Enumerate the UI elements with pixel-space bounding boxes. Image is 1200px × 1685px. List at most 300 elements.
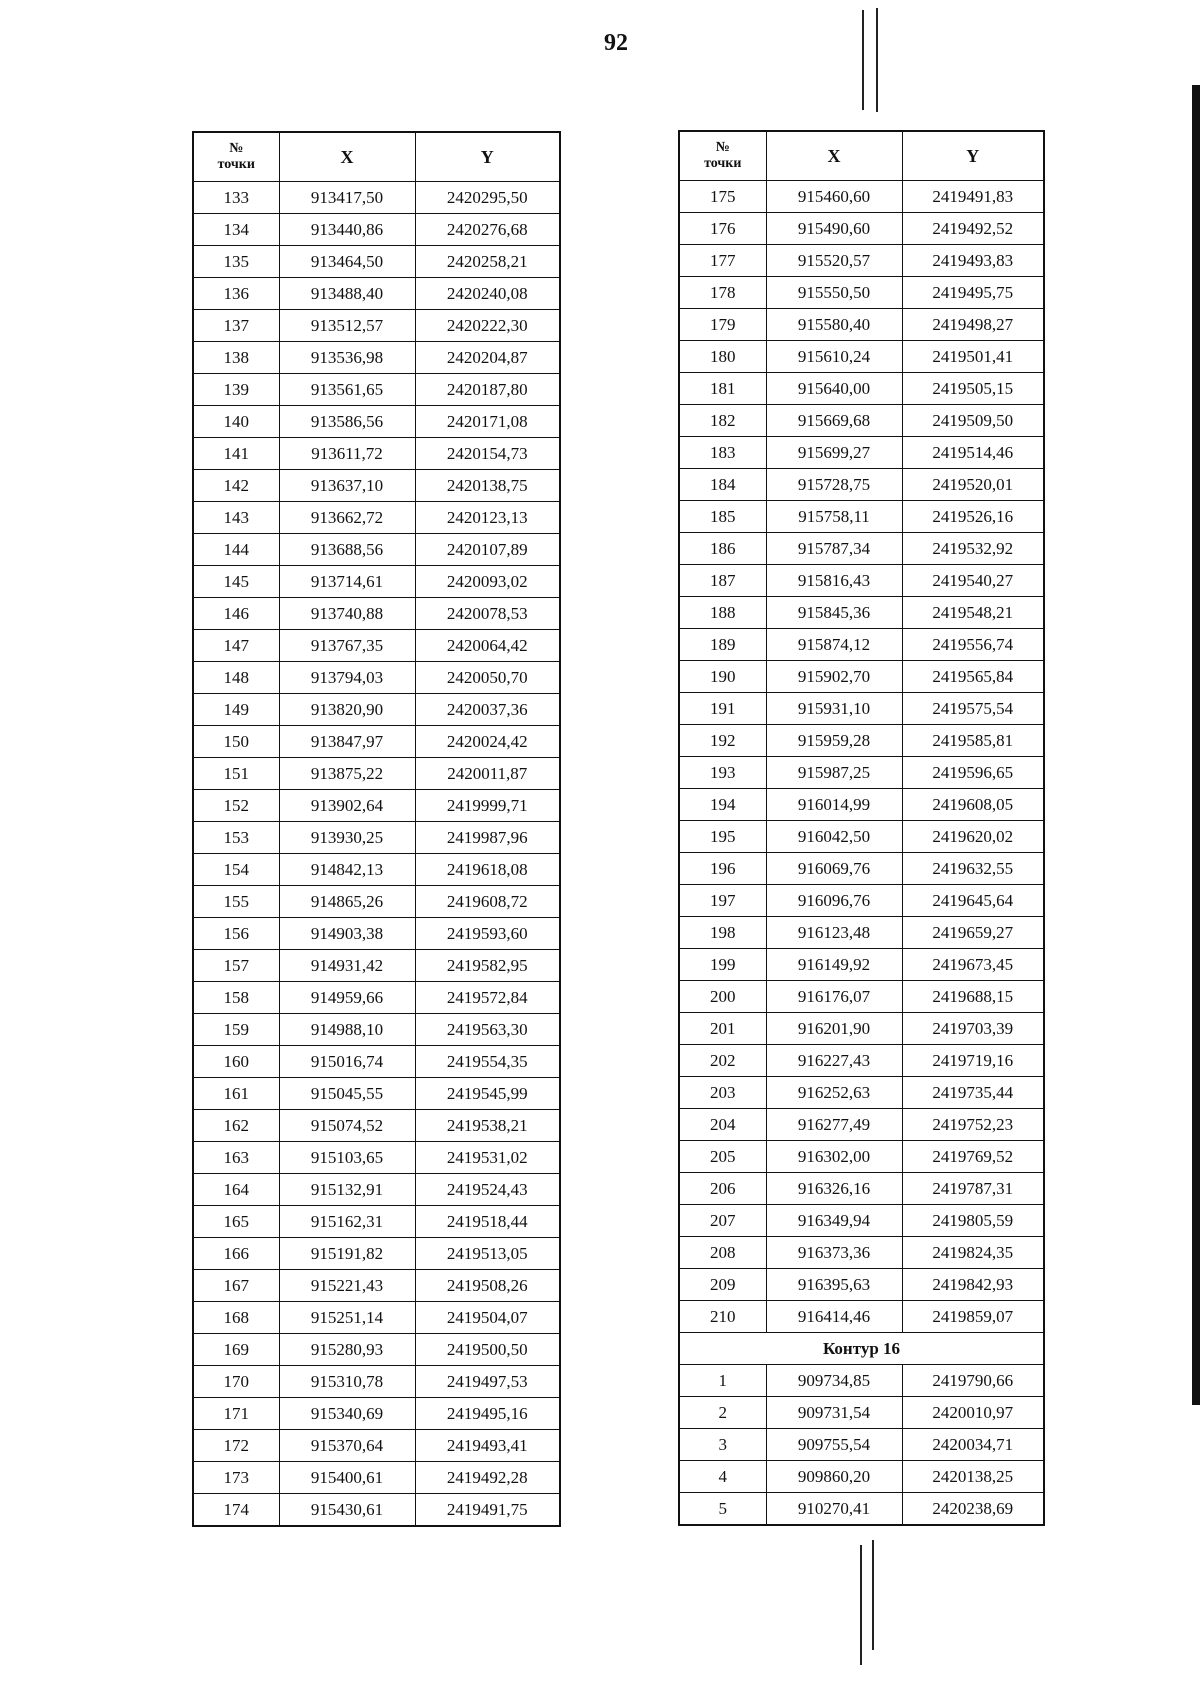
x-cell: 915669,68 <box>766 405 902 437</box>
y-cell: 2419565,84 <box>902 661 1044 693</box>
point-number-cell: 191 <box>679 693 766 725</box>
y-cell: 2419596,65 <box>902 757 1044 789</box>
x-cell: 916227,43 <box>766 1045 902 1077</box>
y-cell: 2420295,50 <box>415 182 560 214</box>
y-cell: 2419493,83 <box>902 245 1044 277</box>
table-row <box>679 949 1044 981</box>
table-row <box>679 1013 1044 1045</box>
point-number-cell: 162 <box>193 1110 279 1142</box>
point-number-cell: 175 <box>679 181 766 213</box>
point-number-cell: 139 <box>193 374 279 406</box>
x-cell: 915340,69 <box>279 1398 415 1430</box>
table-row <box>679 693 1044 725</box>
table-row <box>679 373 1044 405</box>
point-number-cell: 202 <box>679 1045 766 1077</box>
table-row <box>193 502 560 534</box>
point-label: точки <box>704 156 742 171</box>
y-cell: 2419608,05 <box>902 789 1044 821</box>
y-cell: 2420187,80 <box>415 374 560 406</box>
y-cell: 2419575,54 <box>902 693 1044 725</box>
point-number-cell: 200 <box>679 981 766 1013</box>
y-cell: 2419526,16 <box>902 501 1044 533</box>
x-cell: 915699,27 <box>766 437 902 469</box>
x-cell: 916302,00 <box>766 1141 902 1173</box>
point-number-cell: 157 <box>193 950 279 982</box>
point-number-cell: 4 <box>679 1461 766 1493</box>
point-number-cell: 192 <box>679 725 766 757</box>
table-row <box>679 725 1044 757</box>
y-cell: 2420010,97 <box>902 1397 1044 1429</box>
point-number-cell: 177 <box>679 245 766 277</box>
point-number-cell: 187 <box>679 565 766 597</box>
y-cell: 2420258,21 <box>415 246 560 278</box>
x-cell: 915103,65 <box>279 1142 415 1174</box>
y-cell: 2419500,50 <box>415 1334 560 1366</box>
table-row <box>679 245 1044 277</box>
point-number-cell: 150 <box>193 726 279 758</box>
y-cell: 2419585,81 <box>902 725 1044 757</box>
y-cell: 2419520,01 <box>902 469 1044 501</box>
x-cell: 915251,14 <box>279 1302 415 1334</box>
point-number-header <box>193 132 279 182</box>
y-cell: 2419545,99 <box>415 1078 560 1110</box>
x-cell: 915460,60 <box>766 181 902 213</box>
y-cell: 2419495,16 <box>415 1398 560 1430</box>
table-row <box>679 1429 1044 1461</box>
table-row <box>193 1270 560 1302</box>
point-number-cell: 142 <box>193 470 279 502</box>
x-cell: 915132,91 <box>279 1174 415 1206</box>
point-number-cell: 205 <box>679 1141 766 1173</box>
y-cell: 2419703,39 <box>902 1013 1044 1045</box>
table-row <box>193 1078 560 1110</box>
y-cell: 2419752,23 <box>902 1109 1044 1141</box>
number-sign: № <box>715 140 730 155</box>
table-row <box>193 1206 560 1238</box>
table-row <box>193 694 560 726</box>
x-cell: 915221,43 <box>279 1270 415 1302</box>
table-row <box>193 374 560 406</box>
point-number-cell: 137 <box>193 310 279 342</box>
x-cell: 914988,10 <box>279 1014 415 1046</box>
y-cell: 2419593,60 <box>415 918 560 950</box>
point-number-header <box>679 131 766 181</box>
table-row <box>193 470 560 502</box>
point-label: точки <box>217 157 255 172</box>
table-row <box>193 406 560 438</box>
x-cell: 916069,76 <box>766 853 902 885</box>
table-row <box>193 1046 560 1078</box>
x-cell: 913930,25 <box>279 822 415 854</box>
x-cell: 916395,63 <box>766 1269 902 1301</box>
x-cell: 909731,54 <box>766 1397 902 1429</box>
point-number-cell: 201 <box>679 1013 766 1045</box>
point-number-cell: 138 <box>193 342 279 374</box>
y-cell: 2420050,70 <box>415 662 560 694</box>
table-row <box>679 1269 1044 1301</box>
x-cell: 916149,92 <box>766 949 902 981</box>
point-number-cell: 140 <box>193 406 279 438</box>
point-number-cell: 190 <box>679 661 766 693</box>
y-cell: 2419491,75 <box>415 1494 560 1527</box>
y-cell: 2419509,50 <box>902 405 1044 437</box>
y-cell: 2420034,71 <box>902 1429 1044 1461</box>
table-row <box>679 565 1044 597</box>
y-cell: 2419645,64 <box>902 885 1044 917</box>
y-cell: 2419501,41 <box>902 341 1044 373</box>
x-cell: 909755,54 <box>766 1429 902 1461</box>
table-row <box>193 310 560 342</box>
table-row <box>679 181 1044 213</box>
y-cell: 2419548,21 <box>902 597 1044 629</box>
point-number-cell: 160 <box>193 1046 279 1078</box>
point-number-cell: 144 <box>193 534 279 566</box>
point-number-cell: 165 <box>193 1206 279 1238</box>
x-header: X <box>766 131 902 181</box>
x-cell: 913586,56 <box>279 406 415 438</box>
y-cell: 2419524,43 <box>415 1174 560 1206</box>
x-cell: 915074,52 <box>279 1110 415 1142</box>
x-cell: 915845,36 <box>766 597 902 629</box>
y-cell: 2419659,27 <box>902 917 1044 949</box>
y-cell: 2420171,08 <box>415 406 560 438</box>
point-number-cell: 185 <box>679 501 766 533</box>
table-row <box>679 469 1044 501</box>
y-cell: 2419632,55 <box>902 853 1044 885</box>
table-row <box>679 341 1044 373</box>
x-cell: 916349,94 <box>766 1205 902 1237</box>
x-header: X <box>279 132 415 182</box>
table-row <box>679 1077 1044 1109</box>
y-cell: 2420011,87 <box>415 758 560 790</box>
x-cell: 915787,34 <box>766 533 902 565</box>
y-cell: 2419790,66 <box>902 1365 1044 1397</box>
point-number-cell: 163 <box>193 1142 279 1174</box>
x-cell: 913464,50 <box>279 246 415 278</box>
x-cell: 915931,10 <box>766 693 902 725</box>
y-cell: 2420204,87 <box>415 342 560 374</box>
table-row <box>193 854 560 886</box>
x-cell: 916176,07 <box>766 981 902 1013</box>
x-cell: 913740,88 <box>279 598 415 630</box>
table-row <box>679 1237 1044 1269</box>
scan-mark-bottom <box>860 1545 862 1665</box>
table-row <box>679 437 1044 469</box>
scan-edge-bar <box>1192 85 1200 1405</box>
x-cell: 915758,11 <box>766 501 902 533</box>
table-row <box>193 566 560 598</box>
table-row <box>193 278 560 310</box>
x-cell: 916123,48 <box>766 917 902 949</box>
y-cell: 2419531,02 <box>415 1142 560 1174</box>
x-cell: 916042,50 <box>766 821 902 853</box>
x-cell: 913440,86 <box>279 214 415 246</box>
y-cell: 2419538,21 <box>415 1110 560 1142</box>
y-cell: 2420024,42 <box>415 726 560 758</box>
y-cell: 2419492,28 <box>415 1462 560 1494</box>
x-cell: 915430,61 <box>279 1494 415 1527</box>
table-row <box>193 1462 560 1494</box>
point-number-cell: 143 <box>193 502 279 534</box>
x-cell: 915816,43 <box>766 565 902 597</box>
x-cell: 913902,64 <box>279 790 415 822</box>
table-row <box>679 885 1044 917</box>
point-number-cell: 193 <box>679 757 766 789</box>
x-cell: 915370,64 <box>279 1430 415 1462</box>
x-cell: 916326,16 <box>766 1173 902 1205</box>
x-cell: 916414,46 <box>766 1301 902 1333</box>
table-row <box>193 534 560 566</box>
y-cell: 2420238,69 <box>902 1493 1044 1526</box>
y-cell: 2419572,84 <box>415 982 560 1014</box>
table-row <box>193 1110 560 1142</box>
table-row <box>679 1461 1044 1493</box>
x-cell: 915610,24 <box>766 341 902 373</box>
y-cell: 2419769,52 <box>902 1141 1044 1173</box>
y-cell: 2419504,07 <box>415 1302 560 1334</box>
table-row <box>193 214 560 246</box>
table-row <box>679 629 1044 661</box>
table-row <box>679 981 1044 1013</box>
y-cell: 2419518,44 <box>415 1206 560 1238</box>
table-row <box>679 1109 1044 1141</box>
x-cell: 915045,55 <box>279 1078 415 1110</box>
x-cell: 915280,93 <box>279 1334 415 1366</box>
y-cell: 2420276,68 <box>415 214 560 246</box>
y-cell: 2419999,71 <box>415 790 560 822</box>
point-number-cell: 181 <box>679 373 766 405</box>
point-number-cell: 204 <box>679 1109 766 1141</box>
point-number-cell: 169 <box>193 1334 279 1366</box>
table-row <box>679 1365 1044 1397</box>
y-cell: 2420138,75 <box>415 470 560 502</box>
x-cell: 913536,98 <box>279 342 415 374</box>
table-row <box>193 790 560 822</box>
point-number-cell: 136 <box>193 278 279 310</box>
point-number-cell: 198 <box>679 917 766 949</box>
x-cell: 913820,90 <box>279 694 415 726</box>
y-cell: 2419514,46 <box>902 437 1044 469</box>
table-row <box>193 886 560 918</box>
y-cell: 2419805,59 <box>902 1205 1044 1237</box>
table-row <box>679 405 1044 437</box>
table-row <box>679 533 1044 565</box>
point-number-cell: 196 <box>679 853 766 885</box>
table-row <box>679 1205 1044 1237</box>
point-number-cell: 173 <box>193 1462 279 1494</box>
x-cell: 915016,74 <box>279 1046 415 1078</box>
table-row <box>193 1014 560 1046</box>
point-number-cell: 197 <box>679 885 766 917</box>
x-cell: 915191,82 <box>279 1238 415 1270</box>
x-cell: 915520,57 <box>766 245 902 277</box>
y-cell: 2419842,93 <box>902 1269 1044 1301</box>
table-row <box>193 630 560 662</box>
y-cell: 2419540,27 <box>902 565 1044 597</box>
x-cell: 913637,10 <box>279 470 415 502</box>
x-cell: 915550,50 <box>766 277 902 309</box>
point-number-cell: 183 <box>679 437 766 469</box>
table-row <box>193 822 560 854</box>
y-cell: 2420107,89 <box>415 534 560 566</box>
point-number-cell: 174 <box>193 1494 279 1527</box>
table-row <box>679 597 1044 629</box>
x-cell: 916277,49 <box>766 1109 902 1141</box>
point-number-cell: 176 <box>679 213 766 245</box>
y-cell: 2419735,44 <box>902 1077 1044 1109</box>
point-number-cell: 179 <box>679 309 766 341</box>
table-row <box>679 821 1044 853</box>
y-header: Y <box>415 132 560 182</box>
point-number-cell: 203 <box>679 1077 766 1109</box>
point-number-cell: 182 <box>679 405 766 437</box>
point-number-cell: 155 <box>193 886 279 918</box>
y-cell: 2419719,16 <box>902 1045 1044 1077</box>
y-cell: 2420123,13 <box>415 502 560 534</box>
point-number-cell: 209 <box>679 1269 766 1301</box>
point-number-cell: 153 <box>193 822 279 854</box>
table-row <box>679 213 1044 245</box>
x-cell: 916096,76 <box>766 885 902 917</box>
x-cell: 913794,03 <box>279 662 415 694</box>
x-cell: 913875,22 <box>279 758 415 790</box>
point-number-cell: 206 <box>679 1173 766 1205</box>
table-row <box>193 246 560 278</box>
point-number-cell: 146 <box>193 598 279 630</box>
table-row <box>193 342 560 374</box>
x-cell: 915874,12 <box>766 629 902 661</box>
x-cell: 915728,75 <box>766 469 902 501</box>
table-row <box>193 758 560 790</box>
table-row <box>193 1334 560 1366</box>
y-cell: 2419987,96 <box>415 822 560 854</box>
y-cell: 2420154,73 <box>415 438 560 470</box>
coordinates-body-left <box>193 182 560 1527</box>
x-cell: 914842,13 <box>279 854 415 886</box>
y-cell: 2420078,53 <box>415 598 560 630</box>
point-number-cell: 149 <box>193 694 279 726</box>
x-cell: 916201,90 <box>766 1013 902 1045</box>
x-cell: 915490,60 <box>766 213 902 245</box>
point-number-cell: 208 <box>679 1237 766 1269</box>
table-row <box>679 501 1044 533</box>
page-number: 92 <box>604 30 628 56</box>
x-cell: 915640,00 <box>766 373 902 405</box>
point-number-cell: 166 <box>193 1238 279 1270</box>
table-row <box>679 789 1044 821</box>
x-cell: 915580,40 <box>766 309 902 341</box>
contour-header-row <box>679 1333 1044 1365</box>
point-number-cell: 184 <box>679 469 766 501</box>
table-row <box>193 598 560 630</box>
point-number-cell: 210 <box>679 1301 766 1333</box>
table-header-row <box>193 132 560 182</box>
y-cell: 2419563,30 <box>415 1014 560 1046</box>
x-cell: 913512,57 <box>279 310 415 342</box>
y-cell: 2419497,53 <box>415 1366 560 1398</box>
x-cell: 913417,50 <box>279 182 415 214</box>
point-number-cell: 145 <box>193 566 279 598</box>
x-cell: 916373,36 <box>766 1237 902 1269</box>
x-cell: 915162,31 <box>279 1206 415 1238</box>
table-row <box>193 918 560 950</box>
point-number-cell: 164 <box>193 1174 279 1206</box>
table-row <box>193 1174 560 1206</box>
table-row <box>679 1141 1044 1173</box>
point-number-cell: 167 <box>193 1270 279 1302</box>
x-cell: 915902,70 <box>766 661 902 693</box>
y-cell: 2420138,25 <box>902 1461 1044 1493</box>
point-number-cell: 141 <box>193 438 279 470</box>
contour-label: Контур 16 <box>679 1333 1044 1365</box>
x-cell: 916252,63 <box>766 1077 902 1109</box>
y-cell: 2419513,05 <box>415 1238 560 1270</box>
y-cell: 2419620,02 <box>902 821 1044 853</box>
table-row <box>679 661 1044 693</box>
y-header: Y <box>902 131 1044 181</box>
table-row <box>679 917 1044 949</box>
y-cell: 2420093,02 <box>415 566 560 598</box>
table-row <box>679 1045 1044 1077</box>
number-sign: № <box>229 141 244 156</box>
y-cell: 2419556,74 <box>902 629 1044 661</box>
x-cell: 913688,56 <box>279 534 415 566</box>
point-number-cell: 161 <box>193 1078 279 1110</box>
x-cell: 913662,72 <box>279 502 415 534</box>
y-cell: 2419492,52 <box>902 213 1044 245</box>
coordinates-table-left <box>192 131 561 1527</box>
table-row <box>679 1397 1044 1429</box>
y-cell: 2419498,27 <box>902 309 1044 341</box>
y-cell: 2419582,95 <box>415 950 560 982</box>
x-cell: 916014,99 <box>766 789 902 821</box>
table-row <box>679 853 1044 885</box>
point-number-cell: 154 <box>193 854 279 886</box>
point-number-cell: 3 <box>679 1429 766 1461</box>
table-row <box>679 1173 1044 1205</box>
point-number-cell: 186 <box>679 533 766 565</box>
point-number-cell: 168 <box>193 1302 279 1334</box>
table-row <box>193 1430 560 1462</box>
point-number-cell: 159 <box>193 1014 279 1046</box>
point-number-cell: 135 <box>193 246 279 278</box>
coordinates-table-right <box>678 130 1045 1526</box>
x-cell: 915400,61 <box>279 1462 415 1494</box>
point-number-cell: 172 <box>193 1430 279 1462</box>
scan-mark-bottom-2 <box>872 1540 874 1650</box>
point-number-cell: 134 <box>193 214 279 246</box>
x-cell: 914903,38 <box>279 918 415 950</box>
table-row <box>193 182 560 214</box>
y-cell: 2419608,72 <box>415 886 560 918</box>
y-cell: 2419618,08 <box>415 854 560 886</box>
scan-mark-top <box>862 10 864 110</box>
table-row <box>193 950 560 982</box>
table-row <box>679 309 1044 341</box>
point-number-cell: 147 <box>193 630 279 662</box>
point-number-cell: 158 <box>193 982 279 1014</box>
point-number-cell: 156 <box>193 918 279 950</box>
table-row <box>193 982 560 1014</box>
y-cell: 2419508,26 <box>415 1270 560 1302</box>
table-row <box>193 1398 560 1430</box>
y-cell: 2419859,07 <box>902 1301 1044 1333</box>
y-cell: 2419688,15 <box>902 981 1044 1013</box>
x-cell: 914931,42 <box>279 950 415 982</box>
table-row <box>193 1302 560 1334</box>
table-row <box>679 757 1044 789</box>
y-cell: 2419491,83 <box>902 181 1044 213</box>
